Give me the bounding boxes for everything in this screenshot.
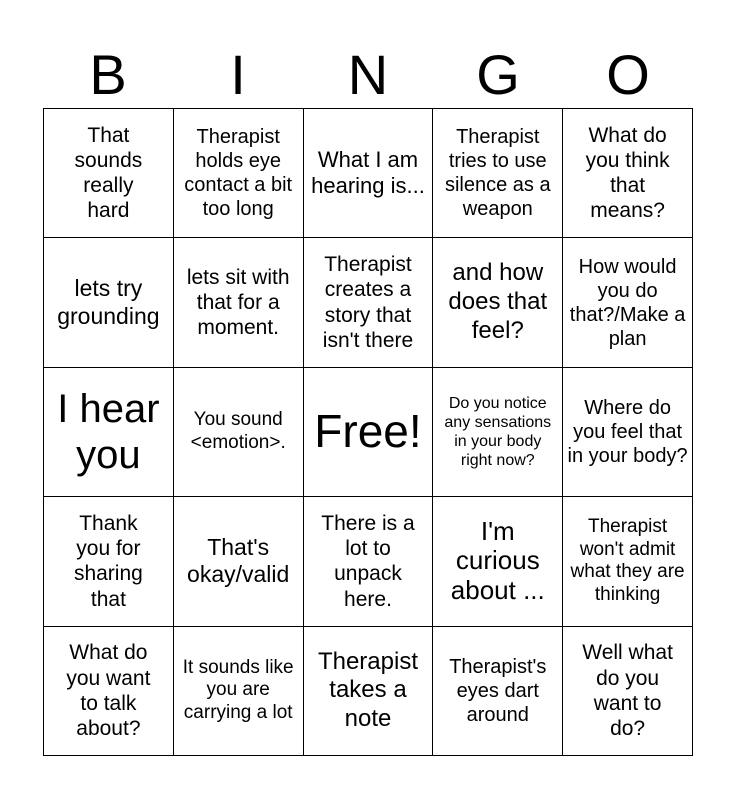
bingo-cell[interactable] xyxy=(174,497,304,626)
bingo-cell[interactable] xyxy=(304,238,434,367)
bingo-cell[interactable] xyxy=(174,368,304,497)
bingo-cell[interactable] xyxy=(433,238,563,367)
bingo-cell[interactable] xyxy=(433,627,563,756)
cell-text: How would you do that?/Make a plan xyxy=(569,255,686,350)
bingo-cell[interactable] xyxy=(563,109,693,238)
bingo-cell[interactable] xyxy=(304,627,434,756)
cell-text: I hear you xyxy=(57,386,160,477)
cell-text: That's okay/valid xyxy=(187,533,290,588)
cell-text: There is a lot to unpack here. xyxy=(321,512,415,611)
cell-text: Therapist's eyes dart around xyxy=(449,655,547,726)
bingo-cell[interactable] xyxy=(44,109,174,238)
cell-text: What do you want to talk about? xyxy=(66,641,151,740)
cell-text: What do you think that means? xyxy=(585,123,670,223)
cell-text: lets sit with that for a moment. xyxy=(186,265,290,340)
bingo-cell[interactable] xyxy=(563,627,693,756)
header-letter-o: O xyxy=(606,43,650,106)
bingo-cell[interactable] xyxy=(433,109,563,238)
cell-text: Well what do you want to do? xyxy=(582,641,673,740)
bingo-cell[interactable] xyxy=(433,368,563,497)
bingo-header xyxy=(43,42,693,108)
cell-text: Therapist creates a story that isn't there xyxy=(322,253,414,352)
bingo-cell[interactable] xyxy=(563,497,693,626)
cell-text: Therapist tries to use silence as a weapon xyxy=(444,126,551,221)
bingo-cell[interactable] xyxy=(174,109,304,238)
cell-text: That sounds really hard xyxy=(74,123,143,223)
bingo-cell[interactable] xyxy=(563,368,693,497)
cell-text: Therapist takes a note xyxy=(317,647,418,733)
header-letter-g: G xyxy=(476,43,520,106)
bingo-cell[interactable] xyxy=(174,238,304,367)
bingo-cell[interactable] xyxy=(304,497,434,626)
bingo-cell[interactable] xyxy=(304,368,434,497)
header-letter-i: I xyxy=(230,43,246,106)
bingo-cell[interactable] xyxy=(563,238,693,367)
bingo-cell[interactable] xyxy=(433,497,563,626)
bingo-cell[interactable] xyxy=(304,109,434,238)
header-letter-b: B xyxy=(89,43,127,106)
cell-text: I'm curious about ... xyxy=(450,515,545,606)
cell-text: It sounds like you are carrying a lot xyxy=(182,656,294,724)
cell-text: Where do you feel that in your body? xyxy=(567,396,688,467)
cell-text: lets try grounding xyxy=(57,275,160,329)
cell-text: Therapist holds eye contact a bit too long xyxy=(184,126,293,221)
cell-text: You sound <emotion>. xyxy=(190,409,286,453)
header-letter-n: N xyxy=(347,43,389,106)
cell-text: Free! xyxy=(314,405,422,458)
bingo-cell[interactable] xyxy=(44,627,174,756)
cell-text: Do you notice any sensations in your body right now? xyxy=(444,394,552,470)
bingo-board xyxy=(43,108,693,756)
cell-text: What I am hearing is... xyxy=(311,146,425,199)
bingo-cell[interactable] xyxy=(44,368,174,497)
cell-text: Therapist won't admit what they are thinking xyxy=(570,515,685,606)
bingo-cell[interactable] xyxy=(44,497,174,626)
bingo-cell[interactable] xyxy=(44,238,174,367)
cell-text: and how does that feel? xyxy=(448,259,548,344)
cell-text: Thank you for sharing that xyxy=(73,512,143,611)
bingo-cell[interactable] xyxy=(174,627,304,756)
